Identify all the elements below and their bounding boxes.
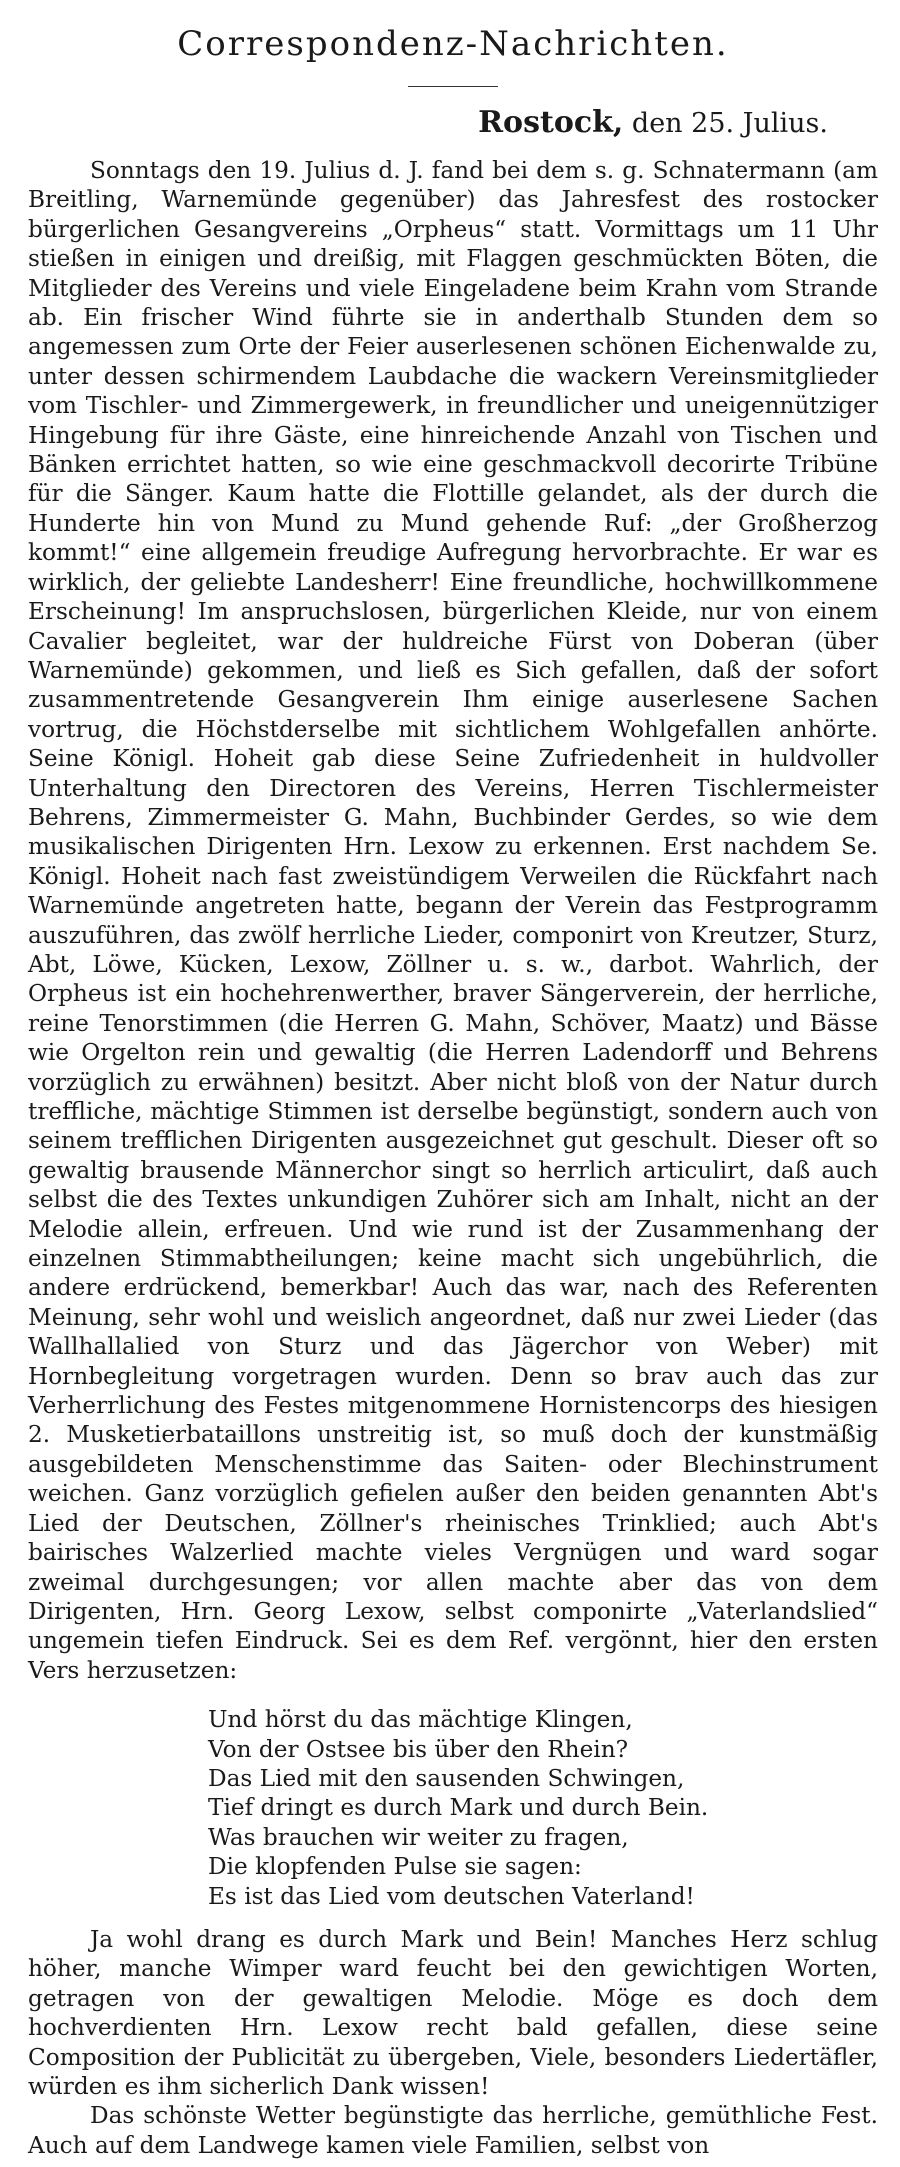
poem-line: Und hörst du das mächtige Klingen, xyxy=(208,1706,633,1734)
dateline-date: den 25. Julius. xyxy=(631,108,828,139)
heading-divider xyxy=(408,86,498,87)
poem-line: Es ist das Lied vom deutschen Vaterland! xyxy=(208,1882,695,1910)
poem-line: Das Lied mit den sausenden Schwingen, xyxy=(208,1764,685,1792)
poem-verse xyxy=(208,1705,878,1911)
poem-line: Tief dringt es durch Mark und durch Bein. xyxy=(208,1794,709,1822)
poem-line: Die klopfenden Pulse sie sagen: xyxy=(208,1853,582,1881)
page-heading: Correspondenz-Nachrichten. xyxy=(177,24,729,64)
article-paragraph-2: Ja wohl drang es durch Mark und Bein! Manches Herz schlug höher, manche Wimper ward feucht bei den gewichtigen Worten, getragen von der gewaltigen Melodie. Möge es doch dem hochverdienten Hrn. Lexow recht bald gefallen, diese seine Composition der Publicität zu übergeben, Viele, besonders Liedertäfler, würden es ihm sicherlich Dank wissen! xyxy=(28,1925,878,2100)
poem-line: Was brauchen wir weiter zu fragen, xyxy=(208,1823,629,1851)
poem-line: Von der Ostsee bis über den Rhein? xyxy=(208,1735,629,1763)
article-paragraph-1: Sonntags den 19. Julius d. J. fand bei dem s. g. Schnatermann (am Breitling, Warnemünde gegenüber) das Jahresfest des rostocker bürgerlichen Gesangvereins „Orpheus“ statt. Vormittags um 11 Uhr stießen in einigen und dreißig, mit Flaggen geschmückten Böten, die Mitglieder des Vereins und viele Eingeladene beim Krahn vom Strande ab. Ein frischer Wind führte sie in anderthalb Stunden dem so angemessen zum Orte der Feier auserlesenen schönen Eichenwalde zu, unter dessen schirmendem Laubdache die wackern Vereinsmitglieder vom Tischler- und Zimmergewerk, in freundlicher und uneigennütziger Hingebung für ihre Gäste, eine hinreichende Anzahl von Tischen und Bänken errichtet hatten, so wie eine geschmackvoll decorirte Tribüne für die Sänger. Kaum hatte die Flottille gelandet, als der durch die Hunderte hin von Mund zu Mund gehende Ruf: „der Großherzog kommt!“ eine allgemein freudige Aufregung hervorbrachte. Er war es wirklich, der geliebte Landesherr! Eine freundliche, hochwillkommene Erscheinung! Im anspruchslosen, bürgerlichen Kleide, nur von einem Cavalier begleitet, war der huldreiche Fürst von Doberan (über Warnemünde) gekommen, und ließ es Sich gefallen, daß der sofort zusammentretende Gesangverein Ihm einige auserlesene Sachen vortrug, die Höchstderselbe mit sichtlichem Wohlgefallen anhörte. Seine Königl. Hoheit gab diese Seine Zufriedenheit in huldvoller Unterhaltung den Directoren des Vereins, Herren Tischlermeister Behrens, Zimmermeister G. Mahn, Buchbinder Gerdes, so wie dem musikalischen Dirigenten Hrn. Lexow zu erkennen. Erst nachdem Se. Königl. Hoheit nach fast zweistündigem Verweilen die Rückfahrt nach Warnemünde angetreten hatte, begann der Verein das Festprogramm auszuführen, das zwölf herrliche Lieder, componirt von Kreutzer, Sturz, Abt, Löwe, Kücken, Lexow, Zöllner u. s. w., darbot. Wahrlich, der Orpheus ist ein hochehrenwerther, braver Sängerverein, der herrliche, reine Tenorstimmen (die Herren G. Mahn, Schöver, Maatz) und Bässe wie Orgelton rein und gewaltig (die Herren Ladendorff und Behrens vorzüglich zu erwähnen) besitzt. Aber nicht bloß von der Natur durch treffliche, mächtige Stimmen ist derselbe begünstigt, sondern auch von seinem trefflichen Dirigenten ausgezeichnet gut geschult. Dieser oft so gewaltig brausende Männerchor singt so herrlich articulirt, daß auch selbst die des Textes unkundigen Zuhörer sich am Inhalt, nicht an der Melodie allein, erfreuen. Und wie rund ist der Zusammenhang der einzelnen Stimmabtheilungen; keine macht sich ungebührlich, die andere erdrückend, bemerkbar! Auch das war, nach des Referenten Meinung, sehr wohl und weislich angeordnet, daß nur zwei Lieder (das Wallhallalied von Sturz und das Jägerchor von Weber) mit Hornbegleitung vorgetragen wurden. Denn so brav auch das zur Verherrlichung des Festes mitgenommene Hornistencorps des hiesigen 2. Musketierbataillons unstreitig ist, so muß doch der kunstmäßig ausgebildeten Menschenstimme das Saiten- oder Blechinstrument weichen. Ganz vorzüglich gefielen außer den beiden genannten Abt's Lied der Deutschen, Zöllner's rheinisches Trinklied; auch Abt's bairisches Walzerlied machte vieles Vergnügen und ward sogar zweimal durchgesungen; vor allen machte aber das von dem Dirigenten, Hrn. Georg Lexow, selbst componirte „Vaterlandslied“ ungemein tiefen Eindruck. Sei es dem Ref. vergönnt, hier den ersten Vers herzusetzen: xyxy=(28,157,878,1684)
article-paragraph-3: Das schönste Wetter begünstigte das herrliche, gemüthliche Fest. Auch auf dem Landwege kamen viele Familien, selbst von xyxy=(28,2102,878,2159)
dateline xyxy=(28,105,828,142)
dateline-place: Rostock, xyxy=(478,105,624,140)
